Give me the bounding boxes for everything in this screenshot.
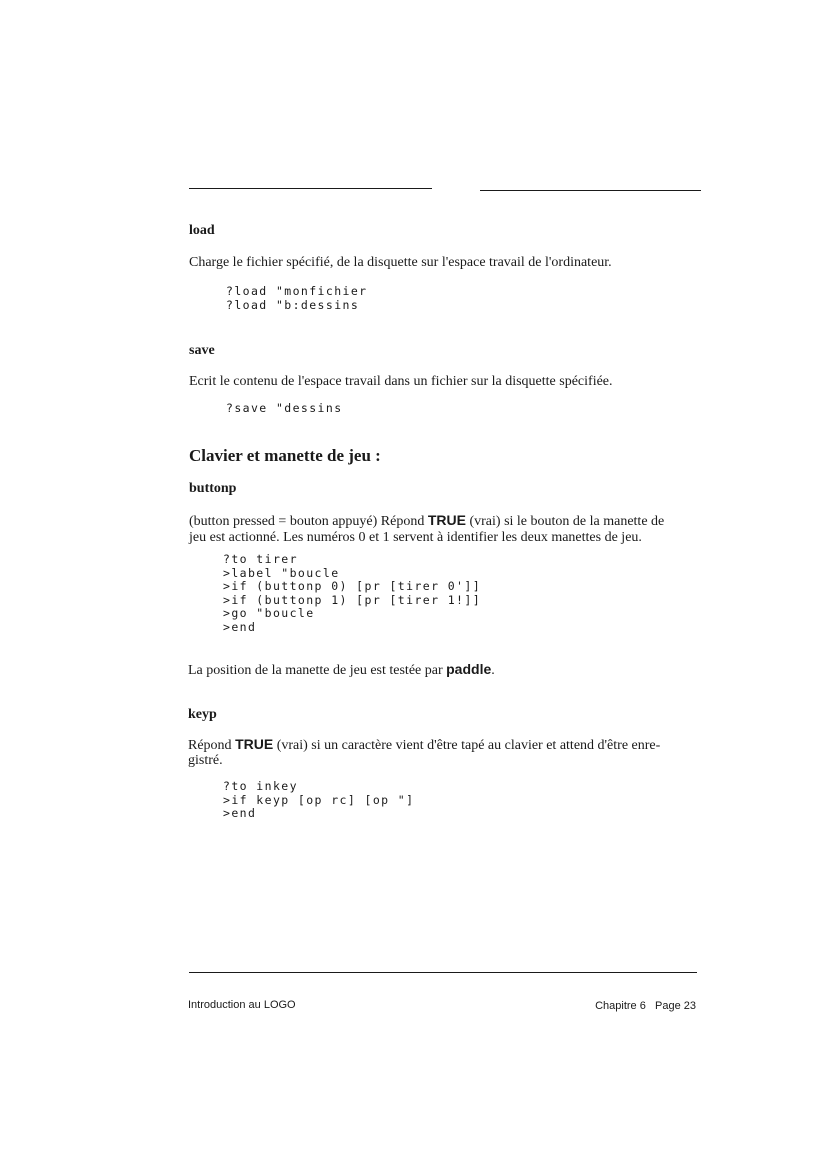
save-description: Ecrit le contenu de l'espace travail dans un fichier sur la disquette spécifiée. <box>189 374 613 389</box>
keyp-text: Répond <box>188 738 236 753</box>
buttonp-description-line-1 <box>189 512 664 530</box>
section-title: Clavier et manette de jeu : <box>189 446 381 465</box>
keyword-paddle: paddle <box>446 661 492 677</box>
buttonp-description-line-2: jeu est actionné. Les numéros 0 et 1 servent à identifier les deux manettes de jeu. <box>189 530 642 545</box>
code-line: ?to tirer <box>223 552 298 566</box>
note-text: La position de la manette de jeu est testée par <box>188 663 447 678</box>
note-text: . <box>491 663 495 678</box>
buttonp-note <box>188 661 495 679</box>
save-code-block <box>226 402 343 416</box>
code-line: >if (buttonp 0) [pr [tirer 0']] <box>223 579 482 593</box>
load-code-block <box>226 285 368 312</box>
footer-rule <box>189 972 697 973</box>
keyp-code-block <box>223 780 414 821</box>
save-heading: save <box>189 343 215 358</box>
keyword-true: TRUE <box>235 736 274 752</box>
code-line: ?save "dessins <box>226 401 343 415</box>
load-heading: load <box>189 223 215 238</box>
keyword-true: TRUE <box>427 512 466 528</box>
buttonp-text: (button pressed = bouton appuyé) Répond <box>189 514 428 529</box>
load-description: Charge le fichier spécifié, de la disquette sur l'espace travail de l'ordinateur. <box>189 255 612 270</box>
footer-page-info: Chapitre 6 Page 23 <box>595 1000 696 1012</box>
code-line: ?load "b:dessins <box>226 297 360 312</box>
buttonp-code-block <box>223 553 481 634</box>
code-line: ?to inkey <box>223 779 298 793</box>
keyp-description-line-1 <box>188 736 660 754</box>
buttonp-heading: buttonp <box>189 481 237 496</box>
code-line: >label "boucle <box>223 565 340 580</box>
code-line: >end <box>223 806 257 820</box>
code-line: >end <box>223 619 257 634</box>
code-line: ?load "monfichier <box>226 284 368 298</box>
keyp-heading: keyp <box>188 707 217 722</box>
header-rule-left <box>189 188 432 189</box>
keyp-text: (vrai) si un caractère vient d'être tapé au clavier et attend d'être enre- <box>273 738 661 753</box>
buttonp-text: (vrai) si le bouton de la manette de <box>465 514 665 529</box>
keyp-description-line-2: gistré. <box>188 753 223 768</box>
code-line: >if keyp [op rc] [op "] <box>223 792 415 807</box>
code-line: >if (buttonp 1) [pr [tirer 1!]] <box>223 592 482 607</box>
header-rule-right <box>480 190 701 191</box>
code-line: >go "boucle <box>223 606 315 620</box>
footer-book-title: Introduction au LOGO <box>188 999 296 1011</box>
